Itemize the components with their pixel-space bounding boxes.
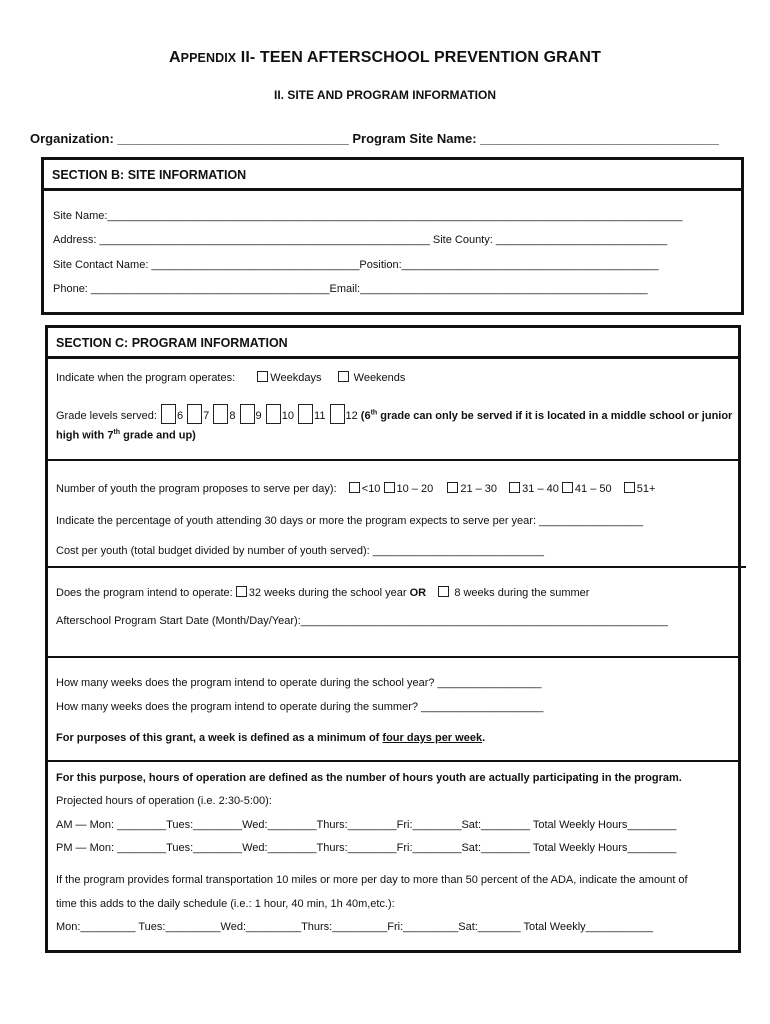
- operates-label: Indicate when the program operates:: [56, 372, 236, 384]
- youth-31-40-label: 31 – 40: [522, 483, 559, 495]
- grade-8-label: 8: [229, 410, 236, 422]
- summer-checkbox[interactable]: [438, 586, 449, 597]
- section-c-heading: SECTION C: PROGRAM INFORMATION: [48, 328, 738, 359]
- youth-31-40-checkbox[interactable]: [509, 482, 520, 493]
- grade-10-label: 10: [281, 410, 294, 422]
- contact-field[interactable]: Site Contact Name: __________________________________Position:__________________________________________: [53, 259, 659, 271]
- week-definition: For purposes of this grant, a week is defined as a minimum of four days per week.: [56, 732, 486, 744]
- youth-10-20-label: 10 – 20: [396, 483, 434, 495]
- section-b-box: [41, 157, 744, 315]
- youth-10-20-checkbox[interactable]: [384, 482, 395, 493]
- cost-field[interactable]: Cost per youth (total budget divided by number of youth served): ____________________________: [56, 545, 545, 557]
- grade-11-checkbox[interactable]: [298, 404, 313, 424]
- site-name-field[interactable]: Site Name:______________________________________________________________________________________________: [53, 210, 683, 222]
- weekdays-checkbox[interactable]: [257, 371, 268, 382]
- grade-8-checkbox[interactable]: [213, 404, 228, 424]
- youth-lt10-checkbox[interactable]: [349, 482, 360, 493]
- youth-51plus-checkbox[interactable]: [624, 482, 635, 493]
- divider: [48, 656, 738, 658]
- school-year-label: 32 weeks during the school year: [248, 587, 407, 599]
- grade-6-checkbox[interactable]: [161, 404, 176, 424]
- percentage-field[interactable]: Indicate the percentage of youth attending 30 days or more the program expects to serve per year: _________________: [56, 515, 644, 527]
- divider: [48, 566, 746, 568]
- projected-label: Projected hours of operation (i.e. 2:30-5:00):: [56, 795, 272, 807]
- grade-9-label: 9: [255, 410, 262, 422]
- intend-row: [56, 586, 589, 599]
- section-b-heading: SECTION B: SITE INFORMATION: [44, 160, 741, 191]
- youth-41-50-checkbox[interactable]: [562, 482, 573, 493]
- grade-10-checkbox[interactable]: [266, 404, 281, 424]
- phone-field[interactable]: Phone: _______________________________________Email:_______________________________________________: [53, 283, 648, 295]
- grade-7-label: 7: [203, 410, 210, 422]
- grade-11-label: 11: [314, 410, 326, 422]
- grade-12-checkbox[interactable]: [330, 404, 345, 424]
- youth-21-30-label: 21 – 30: [460, 483, 498, 495]
- grade-6-label: 6: [176, 410, 184, 422]
- weekends-checkbox[interactable]: [338, 371, 349, 382]
- organization-line[interactable]: Organization: ________________________________ Program Site Name: _________________________________: [30, 131, 719, 146]
- address-field[interactable]: Address: ______________________________________________________ Site County: ____________________________: [53, 234, 668, 246]
- hours-definition: For this purpose, hours of operation are defined as the number of hours youth are actually participating in the program.: [56, 772, 682, 784]
- grade-label: Grade levels served:: [56, 410, 157, 422]
- transport-row[interactable]: Mon:_________ Tues:_________Wed:_________Thurs:_________Fri:_________Sat:_______ Total Weekly___________: [56, 921, 653, 933]
- start-date-field[interactable]: Afterschool Program Start Date (Month/Day/Year):____________________________________________________________: [56, 615, 668, 627]
- youth-21-30-checkbox[interactable]: [447, 482, 458, 493]
- school-year-checkbox[interactable]: [236, 586, 247, 597]
- grade-row: [56, 404, 732, 424]
- or-label: OR: [409, 587, 427, 599]
- am-hours-row[interactable]: AM — Mon: ________Tues:________Wed:________Thurs:________Fri:________Sat:________ Total Weekly Hours________: [56, 819, 677, 831]
- page-title: APPENDIX II- TEEN AFTERSCHOOL PREVENTION GRANT: [169, 49, 601, 66]
- divider: [48, 459, 738, 461]
- weekdays-label: Weekdays: [270, 372, 322, 384]
- summer-label: 8 weeks during the summer: [454, 587, 590, 599]
- transport-text: If the program provides formal transportation 10 miles or more per day to more than 50 percent of the ADA, indicate the amount of: [56, 874, 688, 886]
- youth-51plus-label: 51+: [636, 483, 656, 495]
- youth-label: Number of youth the program proposes to serve per day):: [56, 483, 337, 495]
- transport-text-2: time this adds to the daily schedule (i.e.: 1 hour, 40 min, 1h 40m,etc.):: [56, 898, 395, 910]
- grade-9-checkbox[interactable]: [240, 404, 255, 424]
- weeks-summer-field[interactable]: How many weeks does the program intend to operate during the summer? ____________________: [56, 701, 544, 713]
- youth-lt10-label: <10: [361, 483, 381, 495]
- youth-41-50-label: 41 – 50: [574, 483, 612, 495]
- intend-label: Does the program intend to operate:: [56, 587, 233, 599]
- grade-12-label: 12: [345, 410, 358, 422]
- grade-note: (6th grade can only be served if it is located in a middle school or junior: [357, 409, 733, 422]
- section-c-box: [45, 325, 741, 953]
- weeks-school-field[interactable]: How many weeks does the program intend to operate during the school year? _________________: [56, 677, 542, 689]
- operates-row: [56, 371, 405, 384]
- grade-7-checkbox[interactable]: [187, 404, 202, 424]
- page-subtitle: II. SITE AND PROGRAM INFORMATION: [274, 88, 496, 102]
- divider: [48, 760, 738, 762]
- youth-row: [56, 482, 655, 495]
- grade-note-continued: high with 7th grade and up): [56, 429, 196, 442]
- weekends-label: Weekends: [353, 372, 406, 384]
- pm-hours-row[interactable]: PM — Mon: ________Tues:________Wed:________Thurs:________Fri:________Sat:________ Total Weekly Hours________: [56, 842, 677, 854]
